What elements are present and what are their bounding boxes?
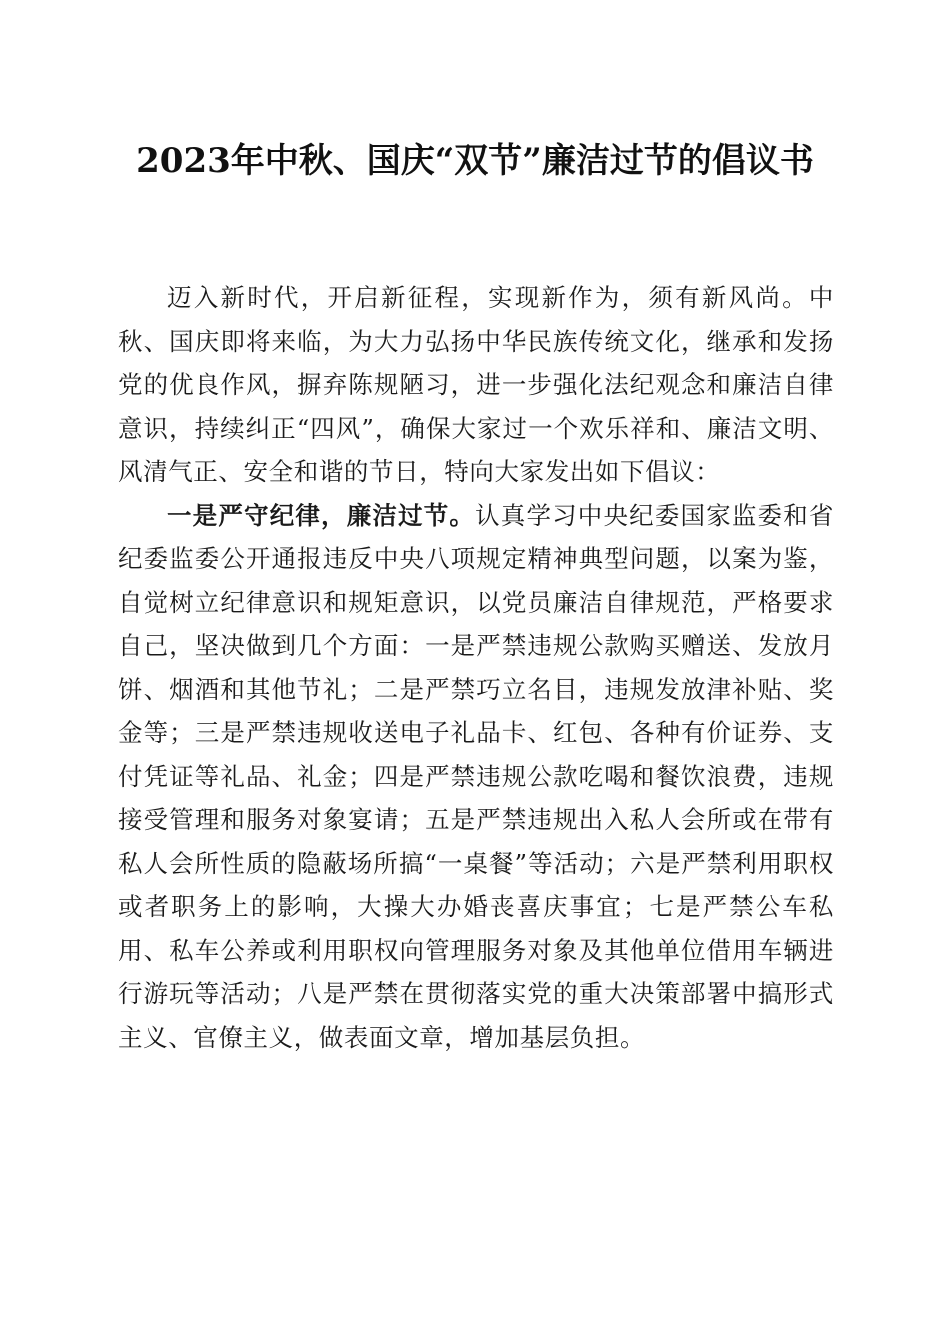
discipline-paragraph <box>118 494 834 1060</box>
intro-paragraph-text: 迈入新时代，开启新征程，实现新作为，须有新风尚。中秋、国庆即将来临，为大力弘扬中华民族传统文化，继承和发扬党的优良作风，摒弃陈规陋习，进一步强化法纪观念和廉洁自律意识，持续纠正“四风”，确保大家过一个欢乐祥和、廉洁文明、风清气正、安全和谐的节日，特向大家发出如下倡议： <box>118 283 834 486</box>
document-body <box>118 276 834 1059</box>
intro-paragraph <box>118 276 834 494</box>
document-title: 2023年中秋、国庆“双节”廉洁过节的倡议书 <box>136 141 814 181</box>
discipline-paragraph-text: 认真学习中央纪委国家监委和省纪委监委公开通报违反中央八项规定精神典型问题，以案为鉴，自觉树立纪律意识和规矩意识，以党员廉洁自律规范，严格要求自己，坚决做到几个方面：一是严禁违规公款购买赠送、发放月饼、烟酒和其他节礼；二是严禁巧立名目，违规发放津补贴、奖金等；三是严禁违规收送电子礼品卡、红包、各种有价证券、支付凭证等礼品、礼金；四是严禁违规公款吃喝和餐饮浪费，违规接受管理和服务对象宴请；五是严禁违规出入私人会所或在带有私人会所性质的隐蔽场所搞“一桌餐”等活动；六是严禁利用职权或者职务上的影响，大操大办婚丧喜庆事宜；七是严禁公车私用、私车公养或利用职权向管理服务对象及其他单位借用车辆进行游玩等活动；八是严禁在贯彻落实党的重大决策部署中搞形式主义、官僚主义，做表面文章，增加基层负担。 <box>118 500 834 1052</box>
discipline-paragraph-lead: 一是严守纪律，廉洁过节。 <box>167 500 476 530</box>
